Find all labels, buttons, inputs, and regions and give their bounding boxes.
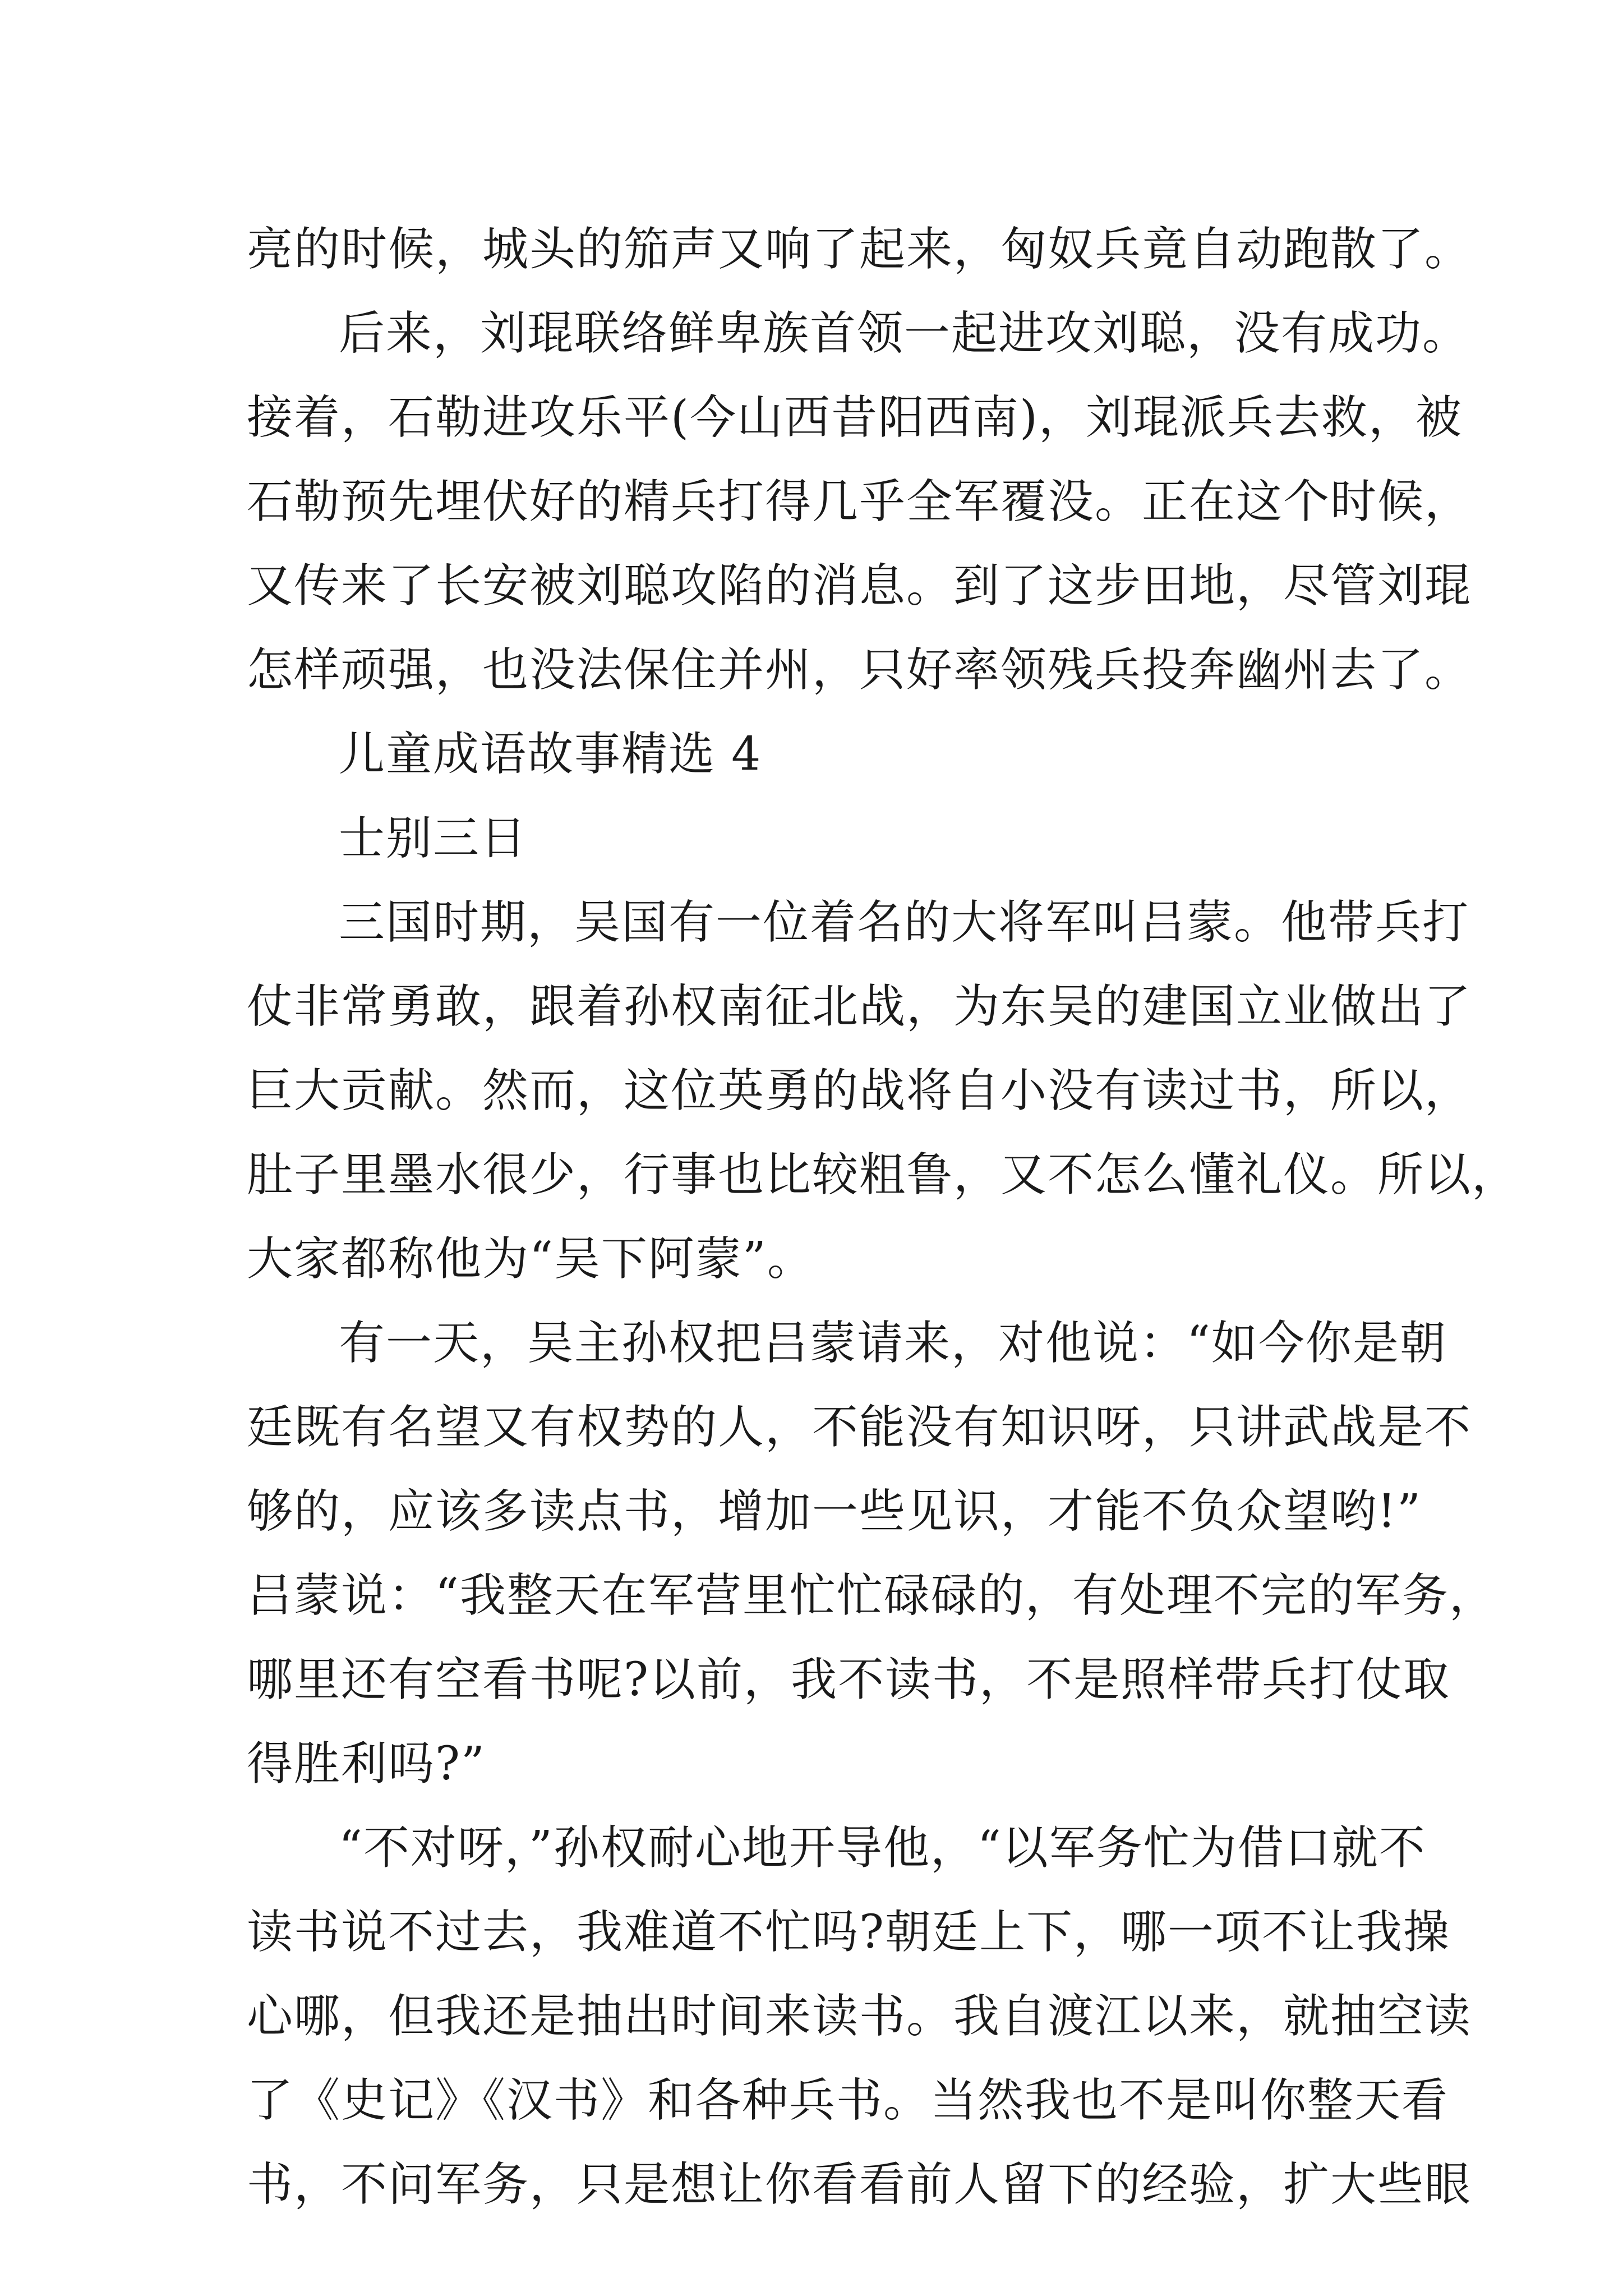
text-line: 接着，石勒进攻乐平(今山西昔阳西南)，刘琨派兵去救，被 [247,391,1463,444]
text-line: 廷既有名望又有权势的人，不能没有知识呀，只讲武战是不 [247,1401,1472,1454]
text-line: 读书说不过去，我难道不忙吗?朝廷上下，哪一项不让我操 [247,1906,1450,1959]
text-line: 了《史记》《汉书》和各种兵书。当然我也不是叫你整天看 [247,2074,1449,2127]
document-body [247,208,1519,2227]
text-line: 哪里还有空看书呢?以前，我不读书，不是照样带兵打仗取 [247,1653,1450,1706]
text-line: 后来，刘琨联络鲜卑族首领一起进攻刘聪，没有成功。 [339,307,1470,360]
text-line: 又传来了长安被刘聪攻陷的消息。到了这步田地，尽管刘琨 [247,559,1472,613]
text-line: 怎样顽强，也没法保住并州，只好率领残兵投奔幽州去了。 [247,643,1472,697]
text-line: 士别三日 [339,812,528,865]
text-line: 儿童成语故事精选 4 [339,728,762,781]
text-line: 心哪，但我还是抽出时间来读书。我自渡江以来，就抽空读 [247,1990,1472,2043]
text-line: 有一天，吴主孙权把吕蒙请来，对他说：“如今你是朝 [339,1317,1447,1370]
text-line: 大家都称他为“吴下阿蒙”。 [247,1232,814,1286]
text-line: 吕蒙说：“我整天在军营里忙忙碌碌的，有处理不完的军务， [247,1569,1496,1622]
text-line: 够的，应该多读点书，增加一些见识，才能不负众望哟!” [247,1485,1422,1538]
text-line: 亮的时候，城头的笳声又响了起来，匈奴兵竟自动跑散了。 [247,223,1472,276]
text-line: 仗非常勇敢，跟着孙权南征北战，为东吴的建国立业做出了 [247,980,1472,1033]
text-line: 三国时期，吴国有一位着名的大将军叫吕蒙。他带兵打 [339,896,1470,949]
text-line: 得胜利吗?” [247,1737,486,1791]
text-line: 石勒预先埋伏好的精兵打得几乎全军覆没。正在这个时候， [247,475,1472,528]
text-line: 肚子里墨水很少，行事也比较粗鲁，又不怎么懂礼仪。所以， [247,1148,1519,1202]
text-line: 书，不问军务，只是想让你看看前人留下的经验，扩大些眼 [247,2158,1472,2211]
text-line: “不对呀，”孙权耐心地开导他，“以军务忙为借口就不 [339,1821,1426,1875]
text-line: 巨大贡献。然而，这位英勇的战将自小没有读过书，所以， [247,1064,1472,1117]
